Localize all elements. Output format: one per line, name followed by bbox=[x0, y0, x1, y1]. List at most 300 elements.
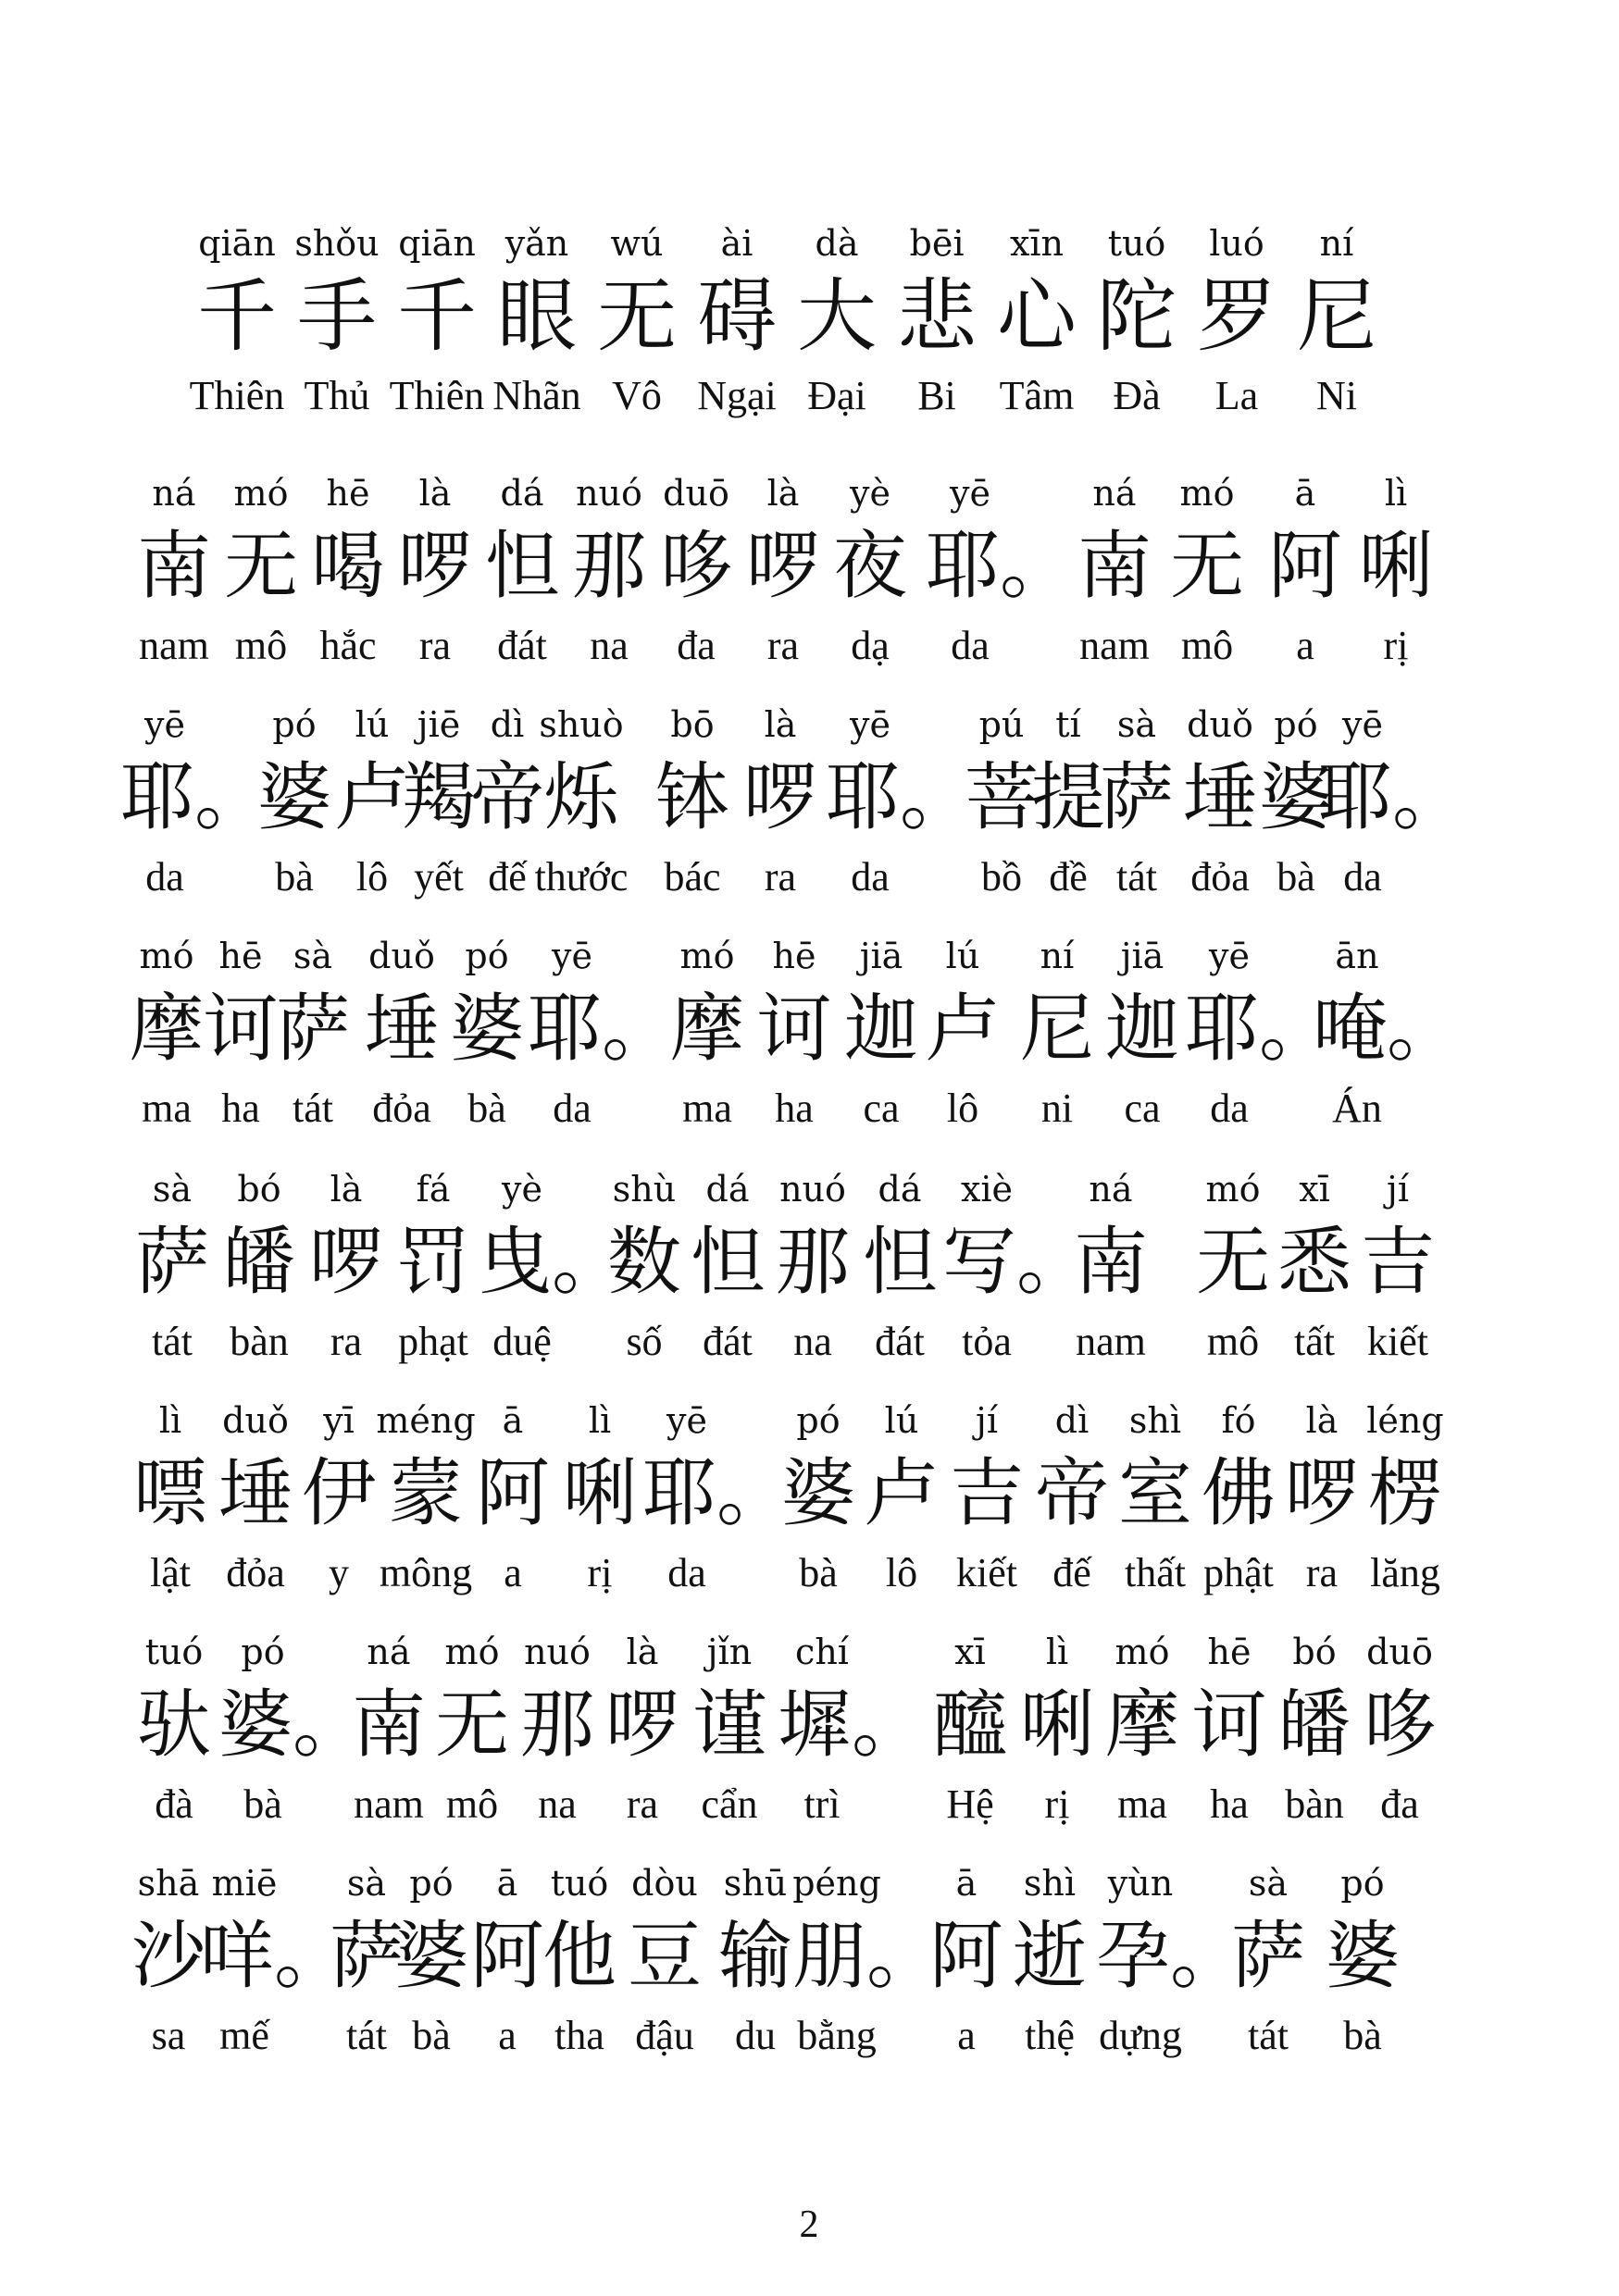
pinyin: pó bbox=[1274, 704, 1318, 745]
syllable bbox=[1185, 935, 1333, 1148]
hanzi: 萨 bbox=[1100, 754, 1174, 840]
hanzi: 醯 bbox=[933, 1682, 1007, 1768]
pinyin: mó bbox=[444, 1632, 500, 1672]
pinyin: pó bbox=[241, 1632, 285, 1672]
pinyin: sà bbox=[1116, 704, 1157, 745]
pinyin: duō bbox=[1366, 1632, 1433, 1672]
hanzi: 输 bbox=[718, 1913, 792, 1999]
vietnamese: tát bbox=[293, 1086, 333, 1131]
pinyin: hē bbox=[1207, 1632, 1252, 1672]
pinyin: lì bbox=[1045, 1632, 1069, 1672]
vietnamese: ra bbox=[766, 623, 800, 668]
vietnamese: Vô bbox=[612, 373, 662, 418]
pinyin: shuò bbox=[539, 704, 624, 745]
pinyin: bó bbox=[1292, 1632, 1337, 1672]
vietnamese: bà bbox=[275, 854, 314, 900]
pinyin: duǒ bbox=[1187, 704, 1253, 745]
hanzi: 伊 bbox=[302, 1450, 376, 1536]
vietnamese: a bbox=[957, 2013, 976, 2058]
pinyin: là bbox=[1305, 1400, 1339, 1441]
vietnamese: na bbox=[590, 623, 629, 668]
hanzi: 吉 bbox=[1361, 1219, 1435, 1305]
vietnamese: bà bbox=[1343, 2013, 1382, 2058]
hanzi: 耶。 bbox=[120, 754, 268, 840]
pinyin: qiān bbox=[198, 223, 276, 264]
hanzi: 婆 bbox=[781, 1450, 855, 1536]
syllable bbox=[528, 935, 676, 1148]
vietnamese: thệ bbox=[1025, 2013, 1075, 2058]
hanzi: 耶。 bbox=[528, 986, 676, 1072]
hanzi: 千 bbox=[397, 270, 477, 363]
pinyin: chí bbox=[795, 1632, 849, 1672]
pinyin: lì bbox=[1384, 473, 1408, 514]
pinyin: ná bbox=[1092, 473, 1137, 514]
vietnamese: rị bbox=[1383, 623, 1409, 668]
syllable bbox=[1313, 935, 1461, 1148]
hanzi: 阿 bbox=[476, 1450, 550, 1536]
hanzi: 怛 bbox=[485, 523, 559, 609]
hanzi: 他 bbox=[542, 1913, 616, 1999]
hanzi: 萨 bbox=[276, 986, 350, 1072]
hanzi: 南 bbox=[1074, 1219, 1148, 1305]
hanzi: 钵 bbox=[655, 754, 729, 840]
syllable bbox=[1355, 1631, 1444, 1843]
pinyin: xī bbox=[1299, 1169, 1330, 1210]
vietnamese: Thủ bbox=[304, 373, 370, 418]
hanzi: 千 bbox=[197, 270, 277, 363]
vietnamese: bà bbox=[412, 2013, 451, 2058]
pinyin: mó bbox=[1115, 1632, 1170, 1672]
pinyin: ān bbox=[1335, 936, 1379, 976]
vietnamese: ha bbox=[775, 1086, 814, 1131]
vietnamese: Án bbox=[1332, 1086, 1382, 1131]
vietnamese: cẩn bbox=[701, 1781, 758, 1827]
hanzi: 南 bbox=[137, 523, 211, 609]
pinyin: pó bbox=[272, 704, 317, 745]
pinyin: sà bbox=[346, 1863, 387, 1904]
pinyin: péng bbox=[792, 1863, 881, 1904]
syllable bbox=[218, 1631, 367, 1843]
vietnamese: duệ bbox=[492, 1319, 552, 1364]
vietnamese: bà bbox=[1277, 854, 1315, 900]
pinyin: lì bbox=[158, 1400, 182, 1441]
hanzi: 悉 bbox=[1277, 1219, 1351, 1305]
hanzi: 手 bbox=[297, 270, 377, 363]
pinyin: là bbox=[626, 1632, 659, 1672]
pinyin: ài bbox=[720, 223, 753, 264]
hanzi: 心 bbox=[997, 270, 1077, 363]
pinyin: shì bbox=[1023, 1863, 1077, 1904]
mantra-line-6 bbox=[0, 1631, 1619, 1871]
vietnamese: tát bbox=[1116, 854, 1157, 900]
pinyin: ná bbox=[1089, 1169, 1133, 1210]
vietnamese: Đại bbox=[807, 373, 866, 418]
hanzi: 婆 bbox=[1259, 754, 1333, 840]
vietnamese: nam bbox=[139, 623, 209, 668]
pinyin: ní bbox=[1040, 936, 1075, 976]
pinyin: tí bbox=[1055, 704, 1081, 745]
hanzi: 尼 bbox=[1020, 986, 1094, 1072]
hanzi: 啰 bbox=[309, 1219, 383, 1305]
hanzi: 菩 bbox=[965, 754, 1039, 840]
vietnamese: đỏa bbox=[372, 1086, 431, 1131]
hanzi: 孕。 bbox=[1096, 1913, 1244, 1999]
hanzi: 陀 bbox=[1097, 270, 1177, 363]
pinyin: mó bbox=[1179, 473, 1235, 514]
vietnamese: a bbox=[498, 2013, 517, 2058]
hanzi: 吉 bbox=[950, 1450, 1024, 1536]
vietnamese: Ni bbox=[1316, 373, 1357, 418]
pinyin: shū bbox=[723, 1863, 788, 1904]
vietnamese: tỏa bbox=[962, 1319, 1012, 1364]
pinyin: yè bbox=[850, 473, 890, 514]
vietnamese: ra bbox=[418, 623, 452, 668]
vietnamese: lô bbox=[885, 1550, 918, 1595]
vietnamese: đỏa bbox=[226, 1550, 285, 1595]
hanzi: 数 bbox=[607, 1219, 681, 1305]
vietnamese: bác bbox=[664, 854, 721, 900]
pinyin: jiā bbox=[859, 936, 903, 976]
hanzi: 唵。 bbox=[1313, 986, 1461, 1072]
hanzi: 谨 bbox=[692, 1682, 766, 1768]
mantra-line-3 bbox=[0, 935, 1619, 1175]
syllable bbox=[478, 1168, 626, 1381]
hanzi: 唎 bbox=[1020, 1682, 1094, 1768]
hanzi: 婆。 bbox=[218, 1682, 367, 1768]
hanzi: 怛 bbox=[863, 1219, 937, 1305]
pinyin: wú bbox=[610, 223, 664, 264]
hanzi: 卢 bbox=[335, 754, 409, 840]
pinyin: fó bbox=[1221, 1400, 1256, 1441]
pinyin: ná bbox=[367, 1632, 411, 1672]
hanzi: 无 bbox=[224, 523, 298, 609]
syllable bbox=[1096, 1862, 1244, 2075]
vietnamese: nam bbox=[1079, 623, 1150, 668]
vietnamese: tát bbox=[1248, 2013, 1289, 2058]
pinyin: ā bbox=[502, 1400, 524, 1441]
hanzi: 罗 bbox=[1197, 270, 1277, 363]
vietnamese: na bbox=[793, 1319, 832, 1364]
hanzi: 阿 bbox=[1268, 523, 1342, 609]
vietnamese: ni bbox=[1040, 1086, 1074, 1131]
hanzi: 喝 bbox=[311, 523, 385, 609]
pinyin: jiā bbox=[1120, 936, 1164, 976]
syllable bbox=[642, 1399, 791, 1612]
vietnamese: ma bbox=[1117, 1781, 1167, 1827]
vietnamese: bồ bbox=[981, 854, 1022, 900]
vietnamese: dựng bbox=[1099, 2013, 1182, 2058]
hanzi: 耶。 bbox=[1318, 754, 1466, 840]
vietnamese: ha bbox=[221, 1086, 260, 1131]
hanzi: 萨 bbox=[330, 1913, 404, 1999]
vietnamese: đa bbox=[1380, 1781, 1419, 1827]
pinyin: tuó bbox=[144, 1632, 204, 1672]
vietnamese: dạ bbox=[851, 623, 890, 668]
pinyin: yē bbox=[850, 704, 890, 745]
hanzi: 婆 bbox=[450, 986, 524, 1072]
pinyin: yǎn bbox=[504, 223, 569, 264]
hanzi: 曳。 bbox=[478, 1219, 626, 1305]
hanzi: 无 bbox=[1196, 1219, 1270, 1305]
hanzi: 佛 bbox=[1202, 1450, 1276, 1536]
pinyin: jí bbox=[1387, 1169, 1409, 1210]
vietnamese: số bbox=[626, 1319, 663, 1364]
hanzi: 嘌 bbox=[133, 1450, 207, 1536]
vietnamese: mông bbox=[379, 1550, 473, 1595]
hanzi: 悲 bbox=[897, 270, 977, 363]
pinyin: mó bbox=[1205, 1169, 1261, 1210]
vietnamese: tát bbox=[152, 1319, 193, 1364]
pinyin: luó bbox=[1209, 223, 1264, 264]
vietnamese: Tâm bbox=[999, 373, 1075, 418]
hanzi: 那 bbox=[520, 1682, 594, 1768]
syllable bbox=[1066, 1168, 1155, 1381]
pinyin: yī bbox=[323, 1400, 355, 1441]
pinyin: mó bbox=[139, 936, 194, 976]
hanzi: 啰 bbox=[398, 523, 472, 609]
vietnamese: lật bbox=[150, 1550, 191, 1595]
vietnamese: yết bbox=[414, 854, 464, 900]
vietnamese: tha bbox=[554, 2013, 604, 2058]
hanzi: 诃 bbox=[204, 986, 278, 1072]
hanzi: 啰 bbox=[605, 1682, 679, 1768]
vietnamese: ra bbox=[1305, 1550, 1339, 1595]
hanzi: 萨 bbox=[1231, 1913, 1305, 1999]
pinyin: dá bbox=[705, 1169, 750, 1210]
vietnamese: da bbox=[667, 1550, 706, 1595]
pinyin: sà bbox=[1248, 1863, 1289, 1904]
pinyin: hē bbox=[772, 936, 816, 976]
syllable bbox=[1361, 1399, 1450, 1612]
hanzi: 眼 bbox=[497, 270, 577, 363]
hanzi: 迦 bbox=[1105, 986, 1179, 1072]
hanzi: 阿 bbox=[470, 1913, 544, 1999]
hanzi: 无 bbox=[435, 1682, 509, 1768]
vietnamese: Hệ bbox=[946, 1781, 994, 1827]
hanzi: 啰 bbox=[1285, 1450, 1359, 1536]
hanzi: 帝 bbox=[470, 754, 544, 840]
hanzi: 室 bbox=[1118, 1450, 1192, 1536]
hanzi: 婆 bbox=[1326, 1913, 1400, 1999]
pinyin: miē bbox=[211, 1863, 278, 1904]
vietnamese: da bbox=[851, 854, 890, 900]
hanzi: 婆 bbox=[394, 1913, 468, 1999]
hanzi: 诃 bbox=[1192, 1682, 1266, 1768]
vietnamese: ca bbox=[863, 1086, 900, 1131]
hanzi: 啰 bbox=[743, 754, 817, 840]
vietnamese: La bbox=[1214, 373, 1259, 418]
pinyin: tuó bbox=[550, 1863, 609, 1904]
vietnamese: mô bbox=[1206, 1319, 1260, 1364]
vietnamese: ca bbox=[1124, 1086, 1161, 1131]
pinyin: shù bbox=[612, 1169, 677, 1210]
vietnamese: bà bbox=[467, 1086, 506, 1131]
syllable bbox=[792, 1862, 940, 2075]
hanzi: 唎 bbox=[563, 1450, 637, 1536]
vietnamese: Thiên bbox=[189, 373, 285, 418]
hanzi: 啰 bbox=[746, 523, 820, 609]
hanzi: 阿 bbox=[929, 1913, 1003, 1999]
vietnamese: y bbox=[329, 1550, 349, 1595]
pinyin: mó bbox=[233, 473, 289, 514]
vietnamese: a bbox=[504, 1550, 522, 1595]
pinyin: lú bbox=[945, 936, 980, 976]
vietnamese: nam bbox=[354, 1781, 424, 1827]
vietnamese: sa bbox=[151, 2013, 186, 2058]
vietnamese: thất bbox=[1125, 1550, 1186, 1595]
vietnamese: đế bbox=[1052, 1550, 1091, 1595]
pinyin: shǒu bbox=[294, 223, 380, 264]
title-block bbox=[0, 222, 1619, 463]
hanzi: 尼 bbox=[1297, 270, 1376, 363]
vietnamese: đế bbox=[488, 854, 527, 900]
title-syllable bbox=[1292, 222, 1381, 435]
pinyin: dá bbox=[878, 1169, 922, 1210]
pinyin: ā bbox=[955, 1863, 978, 1904]
vietnamese: bàn bbox=[230, 1319, 289, 1364]
hanzi: 埵 bbox=[365, 986, 439, 1072]
page-number: 2 bbox=[799, 2203, 819, 2246]
hanzi: 逝 bbox=[1013, 1913, 1087, 1999]
hanzi: 提 bbox=[1031, 754, 1105, 840]
hanzi: 楞 bbox=[1368, 1450, 1442, 1536]
pinyin: bō bbox=[670, 704, 715, 745]
pinyin: là bbox=[418, 473, 452, 514]
hanzi: 豆 bbox=[628, 1913, 702, 1999]
hanzi: 耶。 bbox=[826, 754, 974, 840]
pinyin: dá bbox=[500, 473, 544, 514]
vietnamese: da bbox=[1343, 854, 1382, 900]
hanzi: 朋。 bbox=[792, 1913, 940, 1999]
pinyin: pú bbox=[978, 704, 1025, 745]
hanzi: 哆 bbox=[1363, 1682, 1437, 1768]
pinyin: yē bbox=[1209, 936, 1250, 976]
vietnamese: da bbox=[145, 854, 184, 900]
vietnamese: ra bbox=[626, 1781, 659, 1827]
hanzi: 萨 bbox=[135, 1219, 209, 1305]
vietnamese: Ngại bbox=[697, 373, 777, 418]
vietnamese: đát bbox=[875, 1319, 925, 1364]
pinyin: jí bbox=[976, 1400, 998, 1441]
pinyin: ā bbox=[496, 1863, 518, 1904]
hanzi: 摩 bbox=[670, 986, 744, 1072]
vietnamese: Thiên bbox=[389, 373, 485, 418]
vietnamese: tát bbox=[346, 2013, 387, 2058]
pinyin: yè bbox=[502, 1169, 542, 1210]
hanzi: 蒙 bbox=[389, 1450, 463, 1536]
hanzi: 帝 bbox=[1035, 1450, 1109, 1536]
vietnamese: rị bbox=[587, 1550, 613, 1595]
vietnamese: phạt bbox=[398, 1319, 468, 1364]
pinyin: duǒ bbox=[368, 936, 435, 976]
pinyin: xiè bbox=[960, 1169, 1014, 1210]
pinyin: ní bbox=[1319, 223, 1354, 264]
vietnamese: hắc bbox=[319, 623, 377, 668]
vietnamese: kiết bbox=[956, 1550, 1017, 1595]
hanzi: 那 bbox=[776, 1219, 850, 1305]
pinyin: jiē bbox=[417, 704, 461, 745]
syllable bbox=[120, 703, 268, 916]
hanzi: 卢 bbox=[865, 1450, 939, 1536]
pinyin: mó bbox=[679, 936, 735, 976]
mantra-line-4 bbox=[0, 1168, 1619, 1409]
vietnamese: tất bbox=[1294, 1319, 1335, 1364]
hanzi: 碍 bbox=[697, 270, 777, 363]
vietnamese: ra bbox=[330, 1319, 363, 1364]
pinyin: yē bbox=[950, 473, 990, 514]
pinyin: tuó bbox=[1107, 223, 1166, 264]
vietnamese: kiết bbox=[1367, 1319, 1428, 1364]
pinyin: là bbox=[330, 1169, 363, 1210]
hanzi: 沙 bbox=[131, 1913, 205, 1999]
mantra-line-1 bbox=[0, 472, 1619, 713]
pinyin: yē bbox=[666, 1400, 707, 1441]
vietnamese: ha bbox=[1210, 1781, 1249, 1827]
syllable bbox=[942, 1168, 1090, 1381]
vietnamese: ra bbox=[764, 854, 797, 900]
vietnamese: du bbox=[735, 2013, 776, 2058]
vietnamese: bàn bbox=[1285, 1781, 1344, 1827]
pinyin: sà bbox=[152, 1169, 193, 1210]
vietnamese: Nhãn bbox=[492, 373, 581, 418]
syllable bbox=[826, 703, 974, 916]
hanzi: 驮 bbox=[137, 1682, 211, 1768]
hanzi: 南 bbox=[352, 1682, 426, 1768]
vietnamese: bà bbox=[243, 1781, 282, 1827]
pinyin: lú bbox=[884, 1400, 919, 1441]
pinyin: yē bbox=[144, 704, 185, 745]
syllable bbox=[1351, 472, 1440, 685]
vietnamese: bà bbox=[799, 1550, 838, 1595]
vietnamese: thước bbox=[534, 854, 629, 900]
pinyin: xīn bbox=[1009, 223, 1065, 264]
vietnamese: lăng bbox=[1370, 1550, 1440, 1595]
vietnamese: Bi bbox=[917, 373, 956, 418]
pinyin: pó bbox=[1340, 1863, 1385, 1904]
vietnamese: đề bbox=[1049, 854, 1088, 900]
pinyin: yē bbox=[552, 936, 592, 976]
hanzi: 夜 bbox=[833, 523, 907, 609]
pinyin: méng bbox=[376, 1400, 476, 1441]
vietnamese: mế bbox=[219, 2013, 269, 2058]
hanzi: 皤 bbox=[222, 1219, 296, 1305]
vietnamese: mô bbox=[234, 623, 288, 668]
hanzi: 无 bbox=[1170, 523, 1244, 609]
hanzi: 埵 bbox=[1183, 754, 1257, 840]
pinyin: shì bbox=[1128, 1400, 1182, 1441]
vietnamese: đà bbox=[155, 1781, 193, 1827]
hanzi: 耶。 bbox=[926, 523, 1074, 609]
hanzi: 摩 bbox=[130, 986, 204, 1072]
pinyin: dì bbox=[490, 704, 525, 745]
vietnamese: mô bbox=[1180, 623, 1234, 668]
pinyin: dà bbox=[815, 223, 859, 264]
vietnamese: đa bbox=[677, 623, 716, 668]
vietnamese: lô bbox=[946, 1086, 979, 1131]
vietnamese: phật bbox=[1203, 1550, 1274, 1595]
vietnamese: da bbox=[553, 1086, 592, 1131]
vietnamese: nam bbox=[1076, 1319, 1146, 1364]
hanzi: 婆 bbox=[257, 754, 331, 840]
pinyin: pó bbox=[796, 1400, 841, 1441]
pinyin: nuó bbox=[779, 1169, 846, 1210]
pinyin: pó bbox=[465, 936, 509, 976]
syllable bbox=[926, 472, 1074, 685]
hanzi: 南 bbox=[1077, 523, 1152, 609]
syllable bbox=[1353, 1168, 1442, 1381]
hanzi: 卢 bbox=[926, 986, 1000, 1072]
pinyin: dì bbox=[1054, 1400, 1090, 1441]
